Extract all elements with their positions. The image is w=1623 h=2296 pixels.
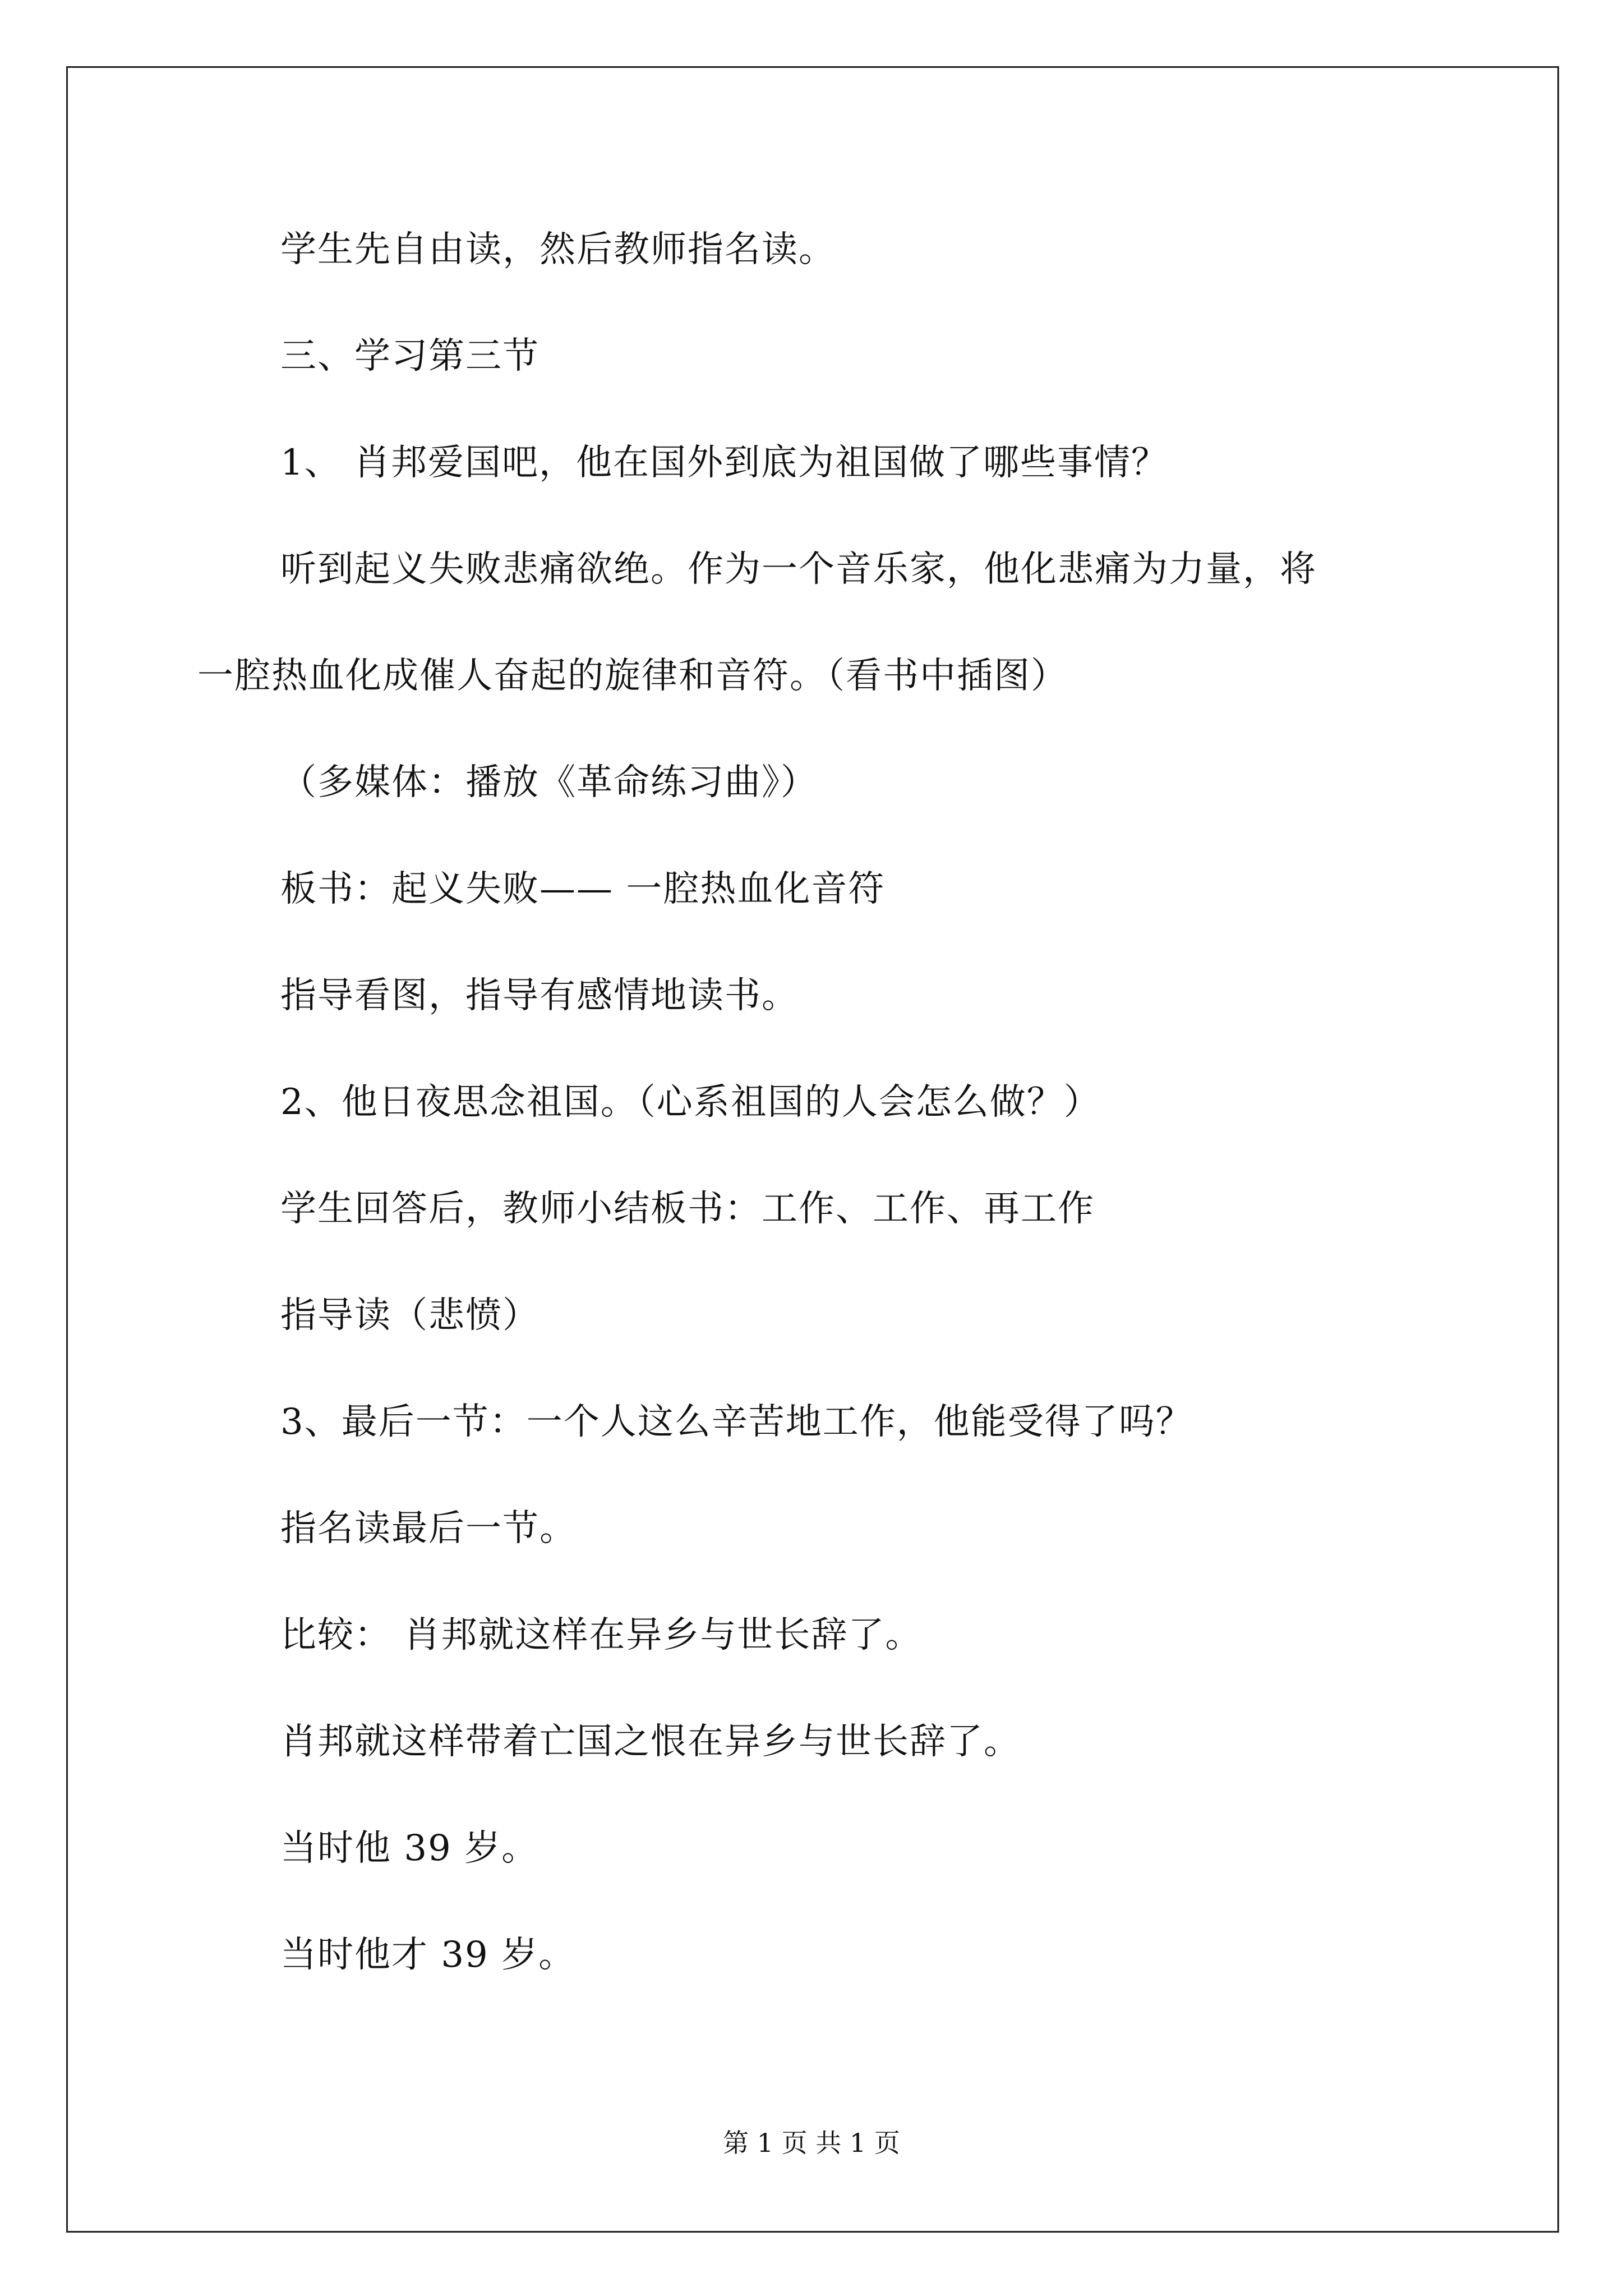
paragraph-line-answer-2: 一腔热血化成催人奋起的旋律和音符。（看书中插图） — [197, 655, 1068, 697]
blackboard-note-2: 学生回答后，教师小结板书：工作、工作、再工作 — [280, 1188, 1095, 1230]
page-footer: 第 1 页 共 1 页 — [723, 2128, 900, 2158]
comparison-line-2: 肖邦就这样带着亡国之恨在异乡与世长辞了。 — [280, 1721, 1021, 1763]
instruction-line: 指名读最后一节。 — [280, 1508, 577, 1549]
guidance-line-1: 指导看图，指导有感情地读书。 — [280, 975, 799, 1016]
paragraph-line-1: 学生先自由读，然后教师指名读。 — [280, 229, 836, 270]
question-2: 2、他日夜思念祖国。（心系祖国的人会怎么做？） — [280, 1082, 1101, 1123]
page-border — [66, 66, 1559, 2233]
comparison-line-3: 当时他 39 岁。 — [280, 1828, 539, 1869]
question-1: 1、 肖邦爱国吧，他在国外到底为祖国做了哪些事情？ — [280, 442, 1169, 484]
question-3: 3、最后一节：一个人这么辛苦地工作，他能受得了吗？ — [280, 1401, 1193, 1443]
guidance-line-2: 指导读（悲愤） — [280, 1295, 540, 1336]
paragraph-line-answer-1: 听到起义失败悲痛欲绝。作为一个音乐家，他化悲痛为力量，将 — [280, 549, 1317, 590]
blackboard-note-1: 板书：起义失败—— 一腔热血化音符 — [280, 868, 886, 910]
section-heading-3: 三、学习第三节 — [280, 335, 540, 377]
comparison-line-1: 比较： 肖邦就这样在异乡与世长辞了。 — [280, 1614, 923, 1656]
multimedia-note: （多媒体：播放《革命练习曲》） — [280, 762, 818, 803]
comparison-line-4: 当时他才 39 岁。 — [280, 1934, 576, 1976]
